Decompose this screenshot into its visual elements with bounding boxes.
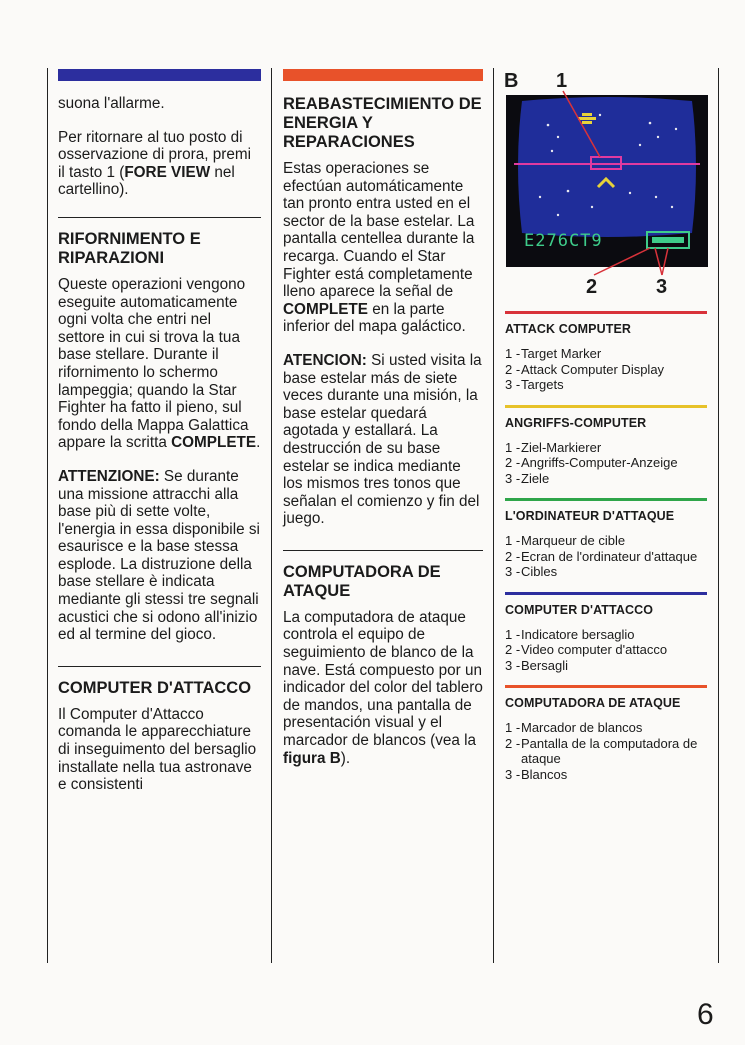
complete-label: COMPLETE: [171, 434, 257, 452]
legend-block-italian: [505, 592, 707, 674]
legend-number: 3 -: [505, 470, 521, 486]
legend-title: COMPUTER D'ATTACCO: [505, 602, 654, 617]
legend-text: Bersagli: [521, 657, 568, 673]
legend-number: 1 -: [505, 626, 521, 642]
legend-item: [505, 362, 707, 378]
return-text-a: Per ritornare al tuo posto di osservazione di prora, premi il tasto 1 (: [58, 128, 251, 181]
legend-text: Indicatore bersaglio: [521, 626, 635, 642]
legend-text: Ecran de l'ordinateur d'attaque: [521, 548, 698, 564]
legend-block-english: [505, 311, 707, 393]
section-rule: [58, 217, 261, 218]
legend-block-french: [505, 498, 707, 580]
attenzione-label: ATTENZIONE:: [58, 467, 160, 485]
computer-attacco-paragraph: Il Computer d'Attacco comanda le apparecchiature di inseguimento del bersaglio installate nella tua astronave e consistenti: [58, 705, 257, 794]
legend-rule-red: [505, 311, 707, 314]
figura-b-label: figura B: [283, 749, 341, 767]
column-rule-far-right: [718, 68, 719, 963]
legend-text: Target Marker: [521, 346, 602, 361]
legend-item: [505, 455, 707, 471]
legend-text: Attack Computer Display: [521, 361, 665, 377]
rifornimento-text-a: Queste operazioni vengono eseguite automaticamente ogni volta che entri nel settore in cui si trova la tua base stellare. Durante il rifornimento lo schermo lampeggia; quando la Star Fighter ha fatto il pieno, sul fondo della Mappa Galattica appare la scritta: [58, 275, 249, 452]
legend-number: 1 -: [505, 346, 521, 361]
legend-rule-orange: [505, 685, 707, 688]
game-screen: [518, 97, 696, 237]
atencion-paragraph: [283, 352, 483, 528]
page-number: 6: [697, 998, 714, 1031]
legend-block-spanish: [505, 685, 707, 782]
legend-item: [505, 627, 707, 643]
legend-item: [505, 346, 707, 362]
legend-number: 1 -: [505, 439, 521, 455]
rifornimento-paragraph: [58, 276, 261, 452]
section-title-reabastecimiento: REABASTECIMIENTO DE ENERGIA Y REPARACIONES: [283, 95, 482, 151]
rifornimento-text-c: .: [256, 434, 261, 452]
italian-column: [58, 69, 261, 810]
reabastecimiento-text-a: Estas operaciones se efectúan automáticamente tan pronto entra usted en el sector de la base estelar. La pantalla centellea durante la recarga. Cuando el Star Fighter está completamente lleno aparece la señal de: [283, 160, 475, 301]
legend-item: [505, 440, 707, 456]
legend-number: 2 -: [505, 642, 521, 657]
legend-text: Cibles: [521, 564, 558, 579]
legend-text: Video computer d'attacco: [521, 642, 668, 657]
computadora-text-a: La computadora de ataque controla el equipo de seguimiento de blanco de la nave. Está compuesto por un indicador del color del tablero de mandos, una pantalla de presentación visual y el marcador de blancos (vea la: [283, 608, 483, 750]
fore-view-label: FORE VIEW: [124, 163, 211, 181]
legend-item: [505, 658, 707, 674]
legend-text: Marcador de blancos: [521, 720, 643, 735]
figure-b: [500, 65, 715, 300]
section-rule: [283, 550, 483, 551]
targets-indicator-inner: [652, 237, 684, 243]
section-title-computer-attacco: COMPUTER D'ATTACCO: [58, 678, 252, 697]
legend-title: L'ORDINATEUR D'ATTAQUE: [505, 509, 675, 523]
section-rule: [58, 666, 261, 667]
legend-rule-green: [505, 498, 707, 501]
legend-title: ATTACK COMPUTER: [505, 322, 632, 336]
spanish-column: [283, 69, 483, 783]
legend-title: ANGRIFFS-COMPUTER: [505, 415, 647, 430]
intro-text: suona l'allarme.: [58, 95, 165, 112]
legend-item: [505, 377, 707, 393]
legend-item: [505, 642, 707, 658]
computadora-paragraph: [283, 609, 483, 767]
legend-text: Ziele: [521, 470, 550, 486]
legend-number: 3 -: [505, 377, 521, 392]
legend-number: 2 -: [505, 548, 521, 564]
atencion-label: ATENCION:: [283, 351, 367, 369]
column-rule-mid: [271, 68, 272, 963]
legend-text: Targets: [521, 377, 564, 392]
column-rule-right: [493, 68, 494, 963]
legend-item: [505, 549, 707, 565]
attenzione-paragraph: [58, 468, 261, 644]
legend-text: Blancos: [521, 766, 568, 782]
reabastecimiento-text-c: en la parte inferior del mapa galáctico.: [283, 300, 466, 336]
complete-label: COMPLETE: [283, 300, 368, 318]
legend-number: 3 -: [505, 766, 521, 782]
legend-number: 3 -: [505, 564, 521, 579]
legend-item: [505, 564, 707, 580]
legend-title: COMPUTADORA DE ATAQUE: [505, 696, 681, 710]
legend-item: [505, 767, 707, 783]
return-paragraph: [58, 129, 261, 199]
attack-computer-display-text: E276CT9: [524, 231, 603, 251]
crosshair-line: [514, 163, 700, 165]
section-title-rifornimento: RIFORNIMENTO E RIPARAZIONI: [58, 229, 201, 267]
computadora-text-c: ).: [340, 749, 351, 767]
legend-number: 1 -: [505, 533, 521, 548]
legend-number: 3 -: [505, 657, 521, 673]
legend-item: [505, 533, 707, 549]
legend-block-german: [505, 405, 707, 487]
legend: [505, 311, 707, 794]
atencion-text: Si usted visita la base estelar más de siete veces durante una misión, la base estelar quedará agotada y estallará. La destrucción de su base estelar se indica mediante los mismos tres tonos que señalan el comienzo y fin del juego.: [283, 351, 482, 528]
legend-number: 2 -: [505, 735, 521, 751]
reabastecimiento-paragraph: [283, 160, 483, 336]
figure-letter: B: [504, 70, 519, 92]
column-rule-left: [47, 68, 48, 963]
callout-3: 3: [656, 276, 668, 298]
legend-rule-yellow: [505, 405, 707, 408]
legend-text: Pantalla de la computadora de ataque: [521, 735, 698, 766]
legend-item: [505, 720, 707, 736]
callout-2: 2: [586, 276, 598, 298]
section-title-computadora: COMPUTADORA DE ATAQUE: [283, 562, 441, 600]
legend-number: 2 -: [505, 455, 521, 470]
legend-item: [505, 471, 707, 487]
legend-text: Angriffs-Computer-Anzeige: [521, 455, 678, 470]
legend-number: 1 -: [505, 720, 521, 735]
attenzione-text: Se durante una missione attracchi alla base più di sette volte, l'energia in essa disponibile si esaurisce e la base stessa esplode. La distruzione della base stellare è indicata mediante gli stessi tre segnali acustici che si odono all'inizio ed al termine del gioco.: [58, 467, 260, 644]
legend-rule-navy: [505, 592, 707, 595]
callout-1: 1: [556, 70, 568, 92]
return-text-c: nel cartellino).: [58, 163, 235, 199]
legend-number: 2 -: [505, 361, 521, 377]
italian-color-bar: [58, 69, 261, 81]
spanish-color-bar: [283, 69, 483, 81]
legend-text: Marqueur de cible: [521, 533, 626, 548]
legend-text: Ziel-Markierer: [521, 439, 602, 455]
legend-item: [505, 736, 707, 767]
